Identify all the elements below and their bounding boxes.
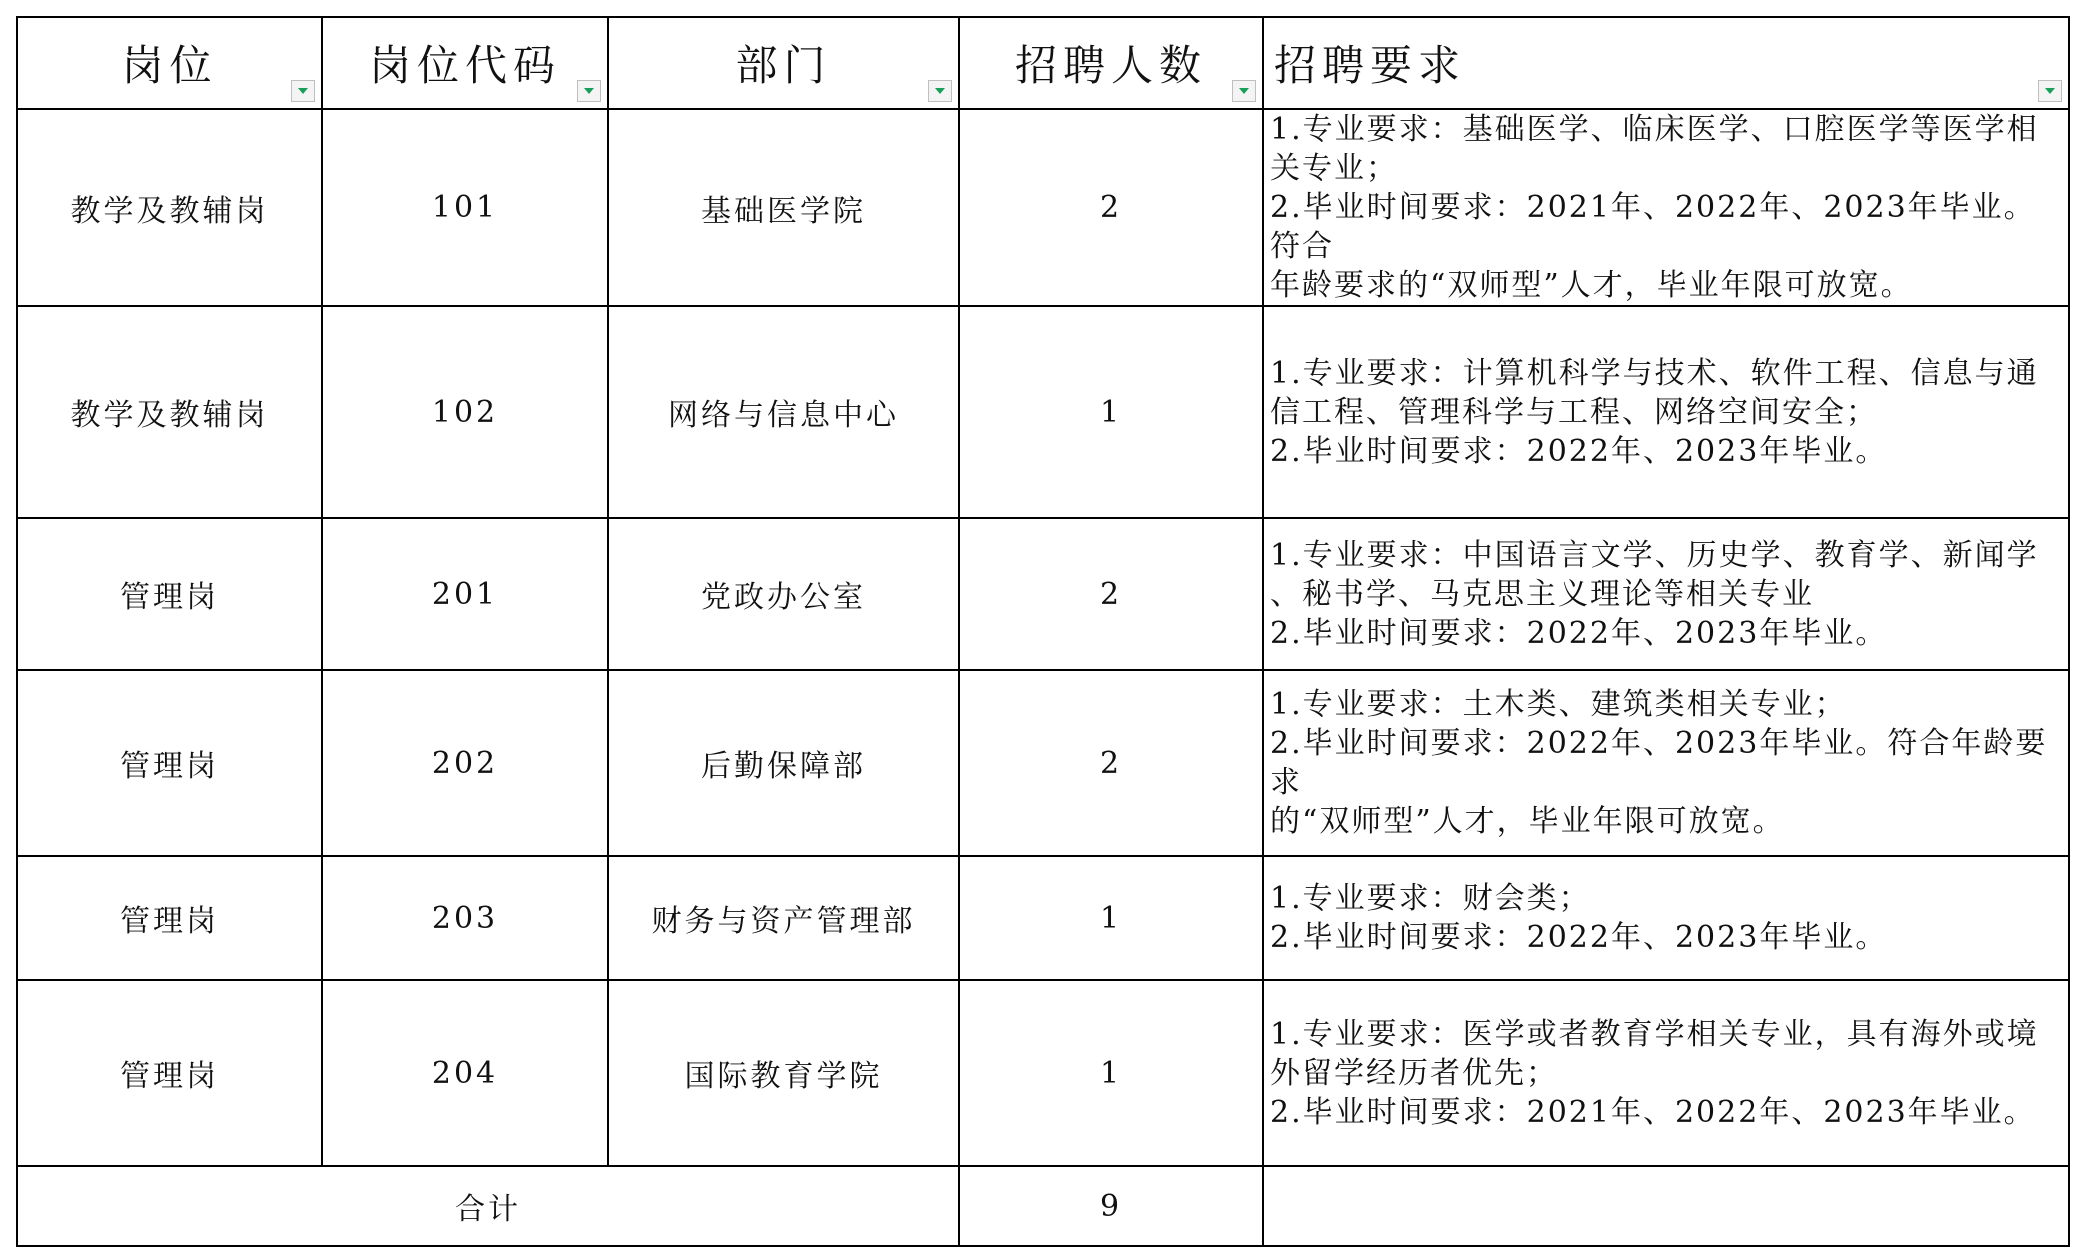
cell-headcount[interactable]: 1 xyxy=(959,856,1263,980)
cell-position[interactable]: 教学及教辅岗 xyxy=(17,109,322,306)
cell-requirements[interactable] xyxy=(1263,670,2069,856)
cell-requirements[interactable] xyxy=(1263,306,2069,518)
table-row xyxy=(17,518,2069,670)
header-headcount-label: 招聘人数 xyxy=(1014,41,1207,90)
cell-position[interactable]: 管理岗 xyxy=(17,670,322,856)
header-requirements xyxy=(1263,17,2069,109)
filter-dropdown-icon[interactable] xyxy=(2038,80,2062,102)
table-row xyxy=(17,856,2069,980)
requirement-line: 、秘书学、马克思主义理论等相关专业 xyxy=(1270,576,1814,612)
cell-department[interactable]: 党政办公室 xyxy=(608,518,959,670)
cell-headcount[interactable]: 2 xyxy=(959,518,1263,670)
requirement-line: 1.专业要求：财会类； xyxy=(1270,881,1591,916)
total-requirements-empty[interactable] xyxy=(1263,1166,2069,1246)
header-position-code xyxy=(322,17,608,109)
filter-dropdown-icon[interactable] xyxy=(928,80,952,102)
requirement-line: 年龄要求的“双师型”人才，毕业年限可放宽。 xyxy=(1270,268,1913,303)
header-requirements-label: 招聘要求 xyxy=(1274,41,1467,90)
cell-requirements[interactable] xyxy=(1263,518,2069,670)
cell-headcount[interactable]: 1 xyxy=(959,980,1263,1166)
cell-headcount[interactable]: 1 xyxy=(959,306,1263,518)
cell-headcount[interactable]: 2 xyxy=(959,109,1263,306)
header-department xyxy=(608,17,959,109)
total-label[interactable]: 合计 xyxy=(17,1166,959,1246)
cell-requirements[interactable] xyxy=(1263,856,2069,980)
requirement-line: 关专业； xyxy=(1270,151,1398,186)
requirement-line: 的“双师型”人才，毕业年限可放宽。 xyxy=(1270,804,1785,839)
total-row xyxy=(17,1166,2069,1246)
cell-department[interactable]: 后勤保障部 xyxy=(608,670,959,856)
recruitment-table xyxy=(16,16,2070,1247)
cell-requirements[interactable] xyxy=(1263,109,2069,306)
cell-code[interactable]: 102 xyxy=(322,306,608,518)
total-headcount[interactable]: 9 xyxy=(959,1166,1263,1246)
filter-dropdown-icon[interactable] xyxy=(291,80,315,102)
cell-department[interactable]: 财务与资产管理部 xyxy=(608,856,959,980)
requirement-line: 2.毕业时间要求：2021年、2022年、2023年毕业。符合 xyxy=(1270,190,2036,264)
requirement-line: 1.专业要求：中国语言文学、历史学、教育学、新闻学 xyxy=(1270,537,2039,573)
requirement-line: 1.专业要求：医学或者教育学相关专业，具有海外或境 xyxy=(1270,1016,2039,1052)
cell-code[interactable]: 201 xyxy=(322,518,608,670)
filter-dropdown-icon[interactable] xyxy=(577,80,601,102)
cell-department[interactable]: 基础医学院 xyxy=(608,109,959,306)
header-department-label: 部门 xyxy=(735,41,832,90)
requirement-line: 1.专业要求：计算机科学与技术、软件工程、信息与通 xyxy=(1270,355,2039,391)
table-row xyxy=(17,670,2069,856)
cell-department[interactable]: 国际教育学院 xyxy=(608,980,959,1166)
cell-department[interactable]: 网络与信息中心 xyxy=(608,306,959,518)
cell-code[interactable]: 203 xyxy=(322,856,608,980)
header-position-label: 岗位 xyxy=(121,41,218,90)
cell-position[interactable]: 管理岗 xyxy=(17,980,322,1166)
header-position-code-label: 岗位代码 xyxy=(368,41,561,90)
cell-position[interactable]: 教学及教辅岗 xyxy=(17,306,322,518)
table-row xyxy=(17,980,2069,1166)
cell-requirements[interactable] xyxy=(1263,980,2069,1166)
requirement-line: 信工程、管理科学与工程、网络空间安全； xyxy=(1270,394,1878,430)
requirement-line: 2.毕业时间要求：2022年、2023年毕业。符合年龄要求 xyxy=(1270,726,2048,800)
cell-code[interactable]: 202 xyxy=(322,670,608,856)
requirement-line: 2.毕业时间要求：2022年、2023年毕业。 xyxy=(1270,615,1888,651)
cell-position[interactable]: 管理岗 xyxy=(17,518,322,670)
filter-dropdown-icon[interactable] xyxy=(1232,80,1256,102)
cell-headcount[interactable]: 2 xyxy=(959,670,1263,856)
header-headcount xyxy=(959,17,1263,109)
requirement-line: 1.专业要求：土木类、建筑类相关专业； xyxy=(1270,687,1847,722)
header-position xyxy=(17,17,322,109)
cell-code[interactable]: 101 xyxy=(322,109,608,306)
table-row xyxy=(17,306,2069,518)
requirement-line: 2.毕业时间要求：2022年、2023年毕业。 xyxy=(1270,920,1888,955)
requirement-line: 2.毕业时间要求：2021年、2022年、2023年毕业。 xyxy=(1270,1094,2036,1130)
cell-code[interactable]: 204 xyxy=(322,980,608,1166)
requirement-line: 1.专业要求：基础医学、临床医学、口腔医学等医学相 xyxy=(1270,112,2039,147)
cell-position[interactable]: 管理岗 xyxy=(17,856,322,980)
requirement-line: 2.毕业时间要求：2022年、2023年毕业。 xyxy=(1270,433,1888,469)
header-row xyxy=(17,17,2069,109)
requirement-line: 外留学经历者优先； xyxy=(1270,1055,1558,1091)
table-row xyxy=(17,109,2069,306)
